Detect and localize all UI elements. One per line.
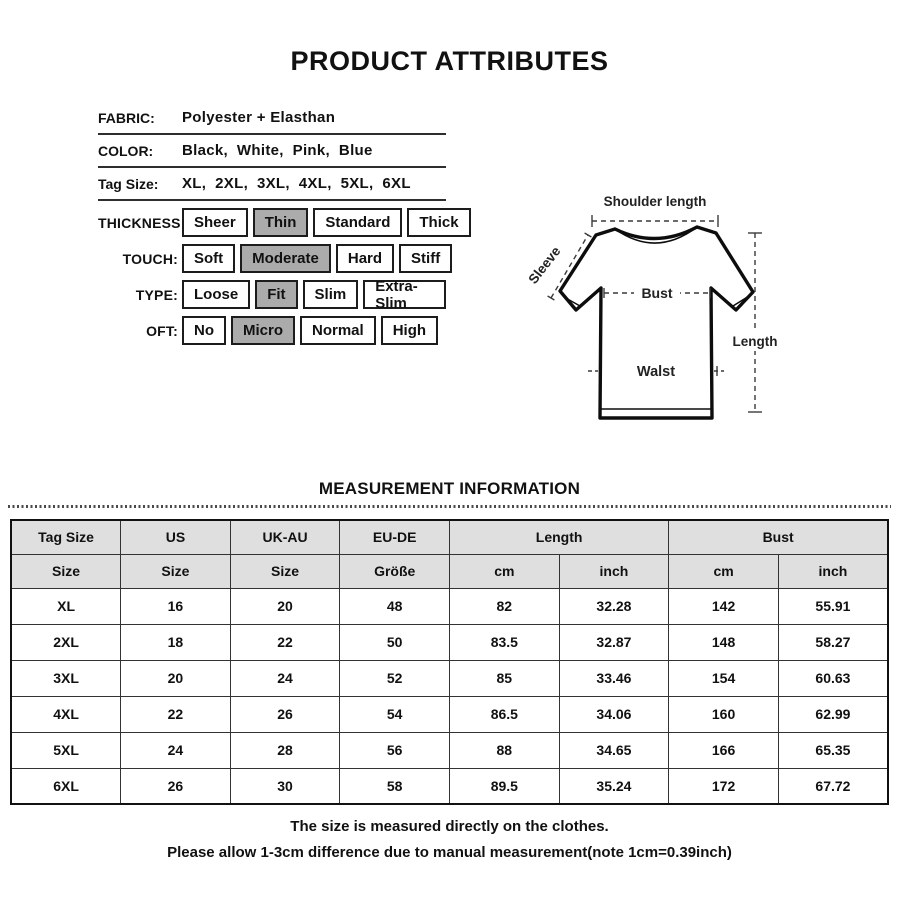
table-cell: 3XL bbox=[11, 660, 121, 696]
option-row bbox=[98, 316, 446, 345]
table-cell: 30 bbox=[230, 768, 340, 804]
attribute-row bbox=[98, 135, 446, 168]
table-header-cell: US bbox=[121, 520, 231, 554]
table-header-cell: Tag Size bbox=[11, 520, 121, 554]
table-cell: 148 bbox=[669, 624, 779, 660]
option-boxes bbox=[182, 316, 438, 345]
attribute-row bbox=[98, 168, 446, 201]
table-row bbox=[11, 588, 888, 624]
table-subheader-cell: Size bbox=[230, 554, 340, 588]
table-cell: 166 bbox=[669, 732, 779, 768]
table-row bbox=[11, 732, 888, 768]
option-row-label: TOUCH: bbox=[122, 250, 178, 267]
option-row-label: THICKNESS bbox=[98, 214, 181, 231]
option-boxes bbox=[182, 208, 471, 237]
shirt-diagram-svg bbox=[520, 188, 800, 452]
page-title: PRODUCT ATTRIBUTES bbox=[290, 46, 609, 76]
table-header-cell: UK-AU bbox=[230, 520, 340, 554]
table-cell: 83.5 bbox=[450, 624, 560, 660]
table-cell: 142 bbox=[669, 588, 779, 624]
option-box-selected: Micro bbox=[231, 316, 295, 345]
table-cell: 52 bbox=[340, 660, 450, 696]
option-box: High bbox=[381, 316, 438, 345]
table-subheader-cell: cm bbox=[669, 554, 779, 588]
option-box: Extra-Slim bbox=[363, 280, 446, 309]
option-boxes bbox=[182, 244, 452, 273]
table-header-cell: Bust bbox=[669, 520, 888, 554]
table-cell: 20 bbox=[121, 660, 231, 696]
option-box: Thick bbox=[407, 208, 470, 237]
product-attributes-panel bbox=[98, 102, 459, 352]
table-cell: 82 bbox=[450, 588, 560, 624]
option-box: Standard bbox=[313, 208, 402, 237]
sleeve-label: Sleeve bbox=[525, 243, 564, 287]
table-cell: 26 bbox=[230, 696, 340, 732]
footer-note-1: The size is measured directly on the clothes. bbox=[290, 818, 609, 835]
table-cell: 35.24 bbox=[559, 768, 669, 804]
table-cell: 5XL bbox=[11, 732, 121, 768]
table-cell: 34.65 bbox=[559, 732, 669, 768]
table-cell: 28 bbox=[230, 732, 340, 768]
option-row bbox=[98, 277, 446, 312]
table-cell: 154 bbox=[669, 660, 779, 696]
option-row-label: TYPE: bbox=[135, 286, 178, 303]
attribute-row bbox=[98, 102, 446, 135]
table-cell: 56 bbox=[340, 732, 450, 768]
size-measurement-table bbox=[10, 519, 889, 805]
table-cell: 89.5 bbox=[450, 768, 560, 804]
option-box-selected: Thin bbox=[253, 208, 309, 237]
table-cell: 60.63 bbox=[778, 660, 888, 696]
attribute-value: Polyester + Elasthan bbox=[182, 109, 336, 126]
option-box: No bbox=[182, 316, 226, 345]
tshirt-outline bbox=[560, 227, 753, 418]
table-subheader-cell: Size bbox=[121, 554, 231, 588]
table-cell: 54 bbox=[340, 696, 450, 732]
table-subheader-cell: Größe bbox=[340, 554, 450, 588]
table-cell: 18 bbox=[121, 624, 231, 660]
option-box: Sheer bbox=[182, 208, 248, 237]
attribute-rows bbox=[98, 102, 446, 201]
table-cell: 32.28 bbox=[559, 588, 669, 624]
table-cell: 86.5 bbox=[450, 696, 560, 732]
table-row bbox=[11, 624, 888, 660]
table-row bbox=[11, 660, 888, 696]
table-cell: 67.72 bbox=[778, 768, 888, 804]
table-row bbox=[11, 768, 888, 804]
table-cell: 62.99 bbox=[778, 696, 888, 732]
table-cell: XL bbox=[11, 588, 121, 624]
attribute-option-rows bbox=[98, 208, 459, 345]
table-cell: 50 bbox=[340, 624, 450, 660]
shoulder-measure-line bbox=[592, 215, 718, 227]
shoulder-length-label: Shoulder length bbox=[603, 194, 707, 209]
table-cell: 172 bbox=[669, 768, 779, 804]
table-cell: 24 bbox=[121, 732, 231, 768]
attribute-label: Tag Size: bbox=[98, 175, 159, 192]
attribute-label: FABRIC: bbox=[98, 109, 155, 126]
table-cell: 22 bbox=[121, 696, 231, 732]
bust-label: Bust bbox=[641, 285, 673, 301]
table-row bbox=[11, 696, 888, 732]
length-label: Length bbox=[732, 334, 778, 349]
option-row bbox=[98, 208, 459, 237]
table-cell: 22 bbox=[230, 624, 340, 660]
table-cell: 88 bbox=[450, 732, 560, 768]
waist-label: Walst bbox=[636, 364, 676, 380]
option-box: Normal bbox=[300, 316, 376, 345]
shirt-measurement-diagram bbox=[520, 188, 800, 452]
option-row bbox=[98, 244, 446, 273]
table-cell: 55.91 bbox=[778, 588, 888, 624]
table-subheader-cell: cm bbox=[450, 554, 560, 588]
option-box: Hard bbox=[336, 244, 394, 273]
dotted-divider bbox=[8, 505, 891, 508]
option-box: Slim bbox=[303, 280, 359, 309]
attribute-value: XL, 2XL, 3XL, 4XL, 5XL, 6XL bbox=[182, 175, 411, 192]
table-cell: 33.46 bbox=[559, 660, 669, 696]
table-subheader-cell: Size bbox=[11, 554, 121, 588]
footer-note-2: Please allow 1-3cm difference due to manual measurement(note 1cm=0.39inch) bbox=[167, 844, 732, 861]
table-cell: 48 bbox=[340, 588, 450, 624]
option-box-selected: Fit bbox=[255, 280, 297, 309]
table-cell: 34.06 bbox=[559, 696, 669, 732]
table-cell: 58.27 bbox=[778, 624, 888, 660]
option-boxes bbox=[182, 277, 446, 312]
option-box: Soft bbox=[182, 244, 235, 273]
table-cell: 65.35 bbox=[778, 732, 888, 768]
option-box: Loose bbox=[182, 280, 250, 309]
table-cell: 85 bbox=[450, 660, 560, 696]
table-cell: 4XL bbox=[11, 696, 121, 732]
table-cell: 6XL bbox=[11, 768, 121, 804]
table-cell: 24 bbox=[230, 660, 340, 696]
option-row-label: OFT: bbox=[146, 322, 178, 339]
attribute-value: Black, White, Pink, Blue bbox=[182, 142, 373, 159]
measurement-title: MEASUREMENT INFORMATION bbox=[318, 479, 581, 498]
table-cell: 160 bbox=[669, 696, 779, 732]
table-cell: 32.87 bbox=[559, 624, 669, 660]
table-cell: 16 bbox=[121, 588, 231, 624]
table-header-cell: Length bbox=[450, 520, 669, 554]
option-box-selected: Moderate bbox=[240, 244, 331, 273]
table-subheader-cell: inch bbox=[778, 554, 888, 588]
table-cell: 20 bbox=[230, 588, 340, 624]
option-box: Stiff bbox=[399, 244, 452, 273]
table-header-cell: EU-DE bbox=[340, 520, 450, 554]
table-cell: 26 bbox=[121, 768, 231, 804]
attribute-label: COLOR: bbox=[98, 142, 154, 159]
table-cell: 58 bbox=[340, 768, 450, 804]
table-cell: 2XL bbox=[11, 624, 121, 660]
length-measure-line bbox=[748, 233, 762, 412]
table-subheader-cell: inch bbox=[559, 554, 669, 588]
